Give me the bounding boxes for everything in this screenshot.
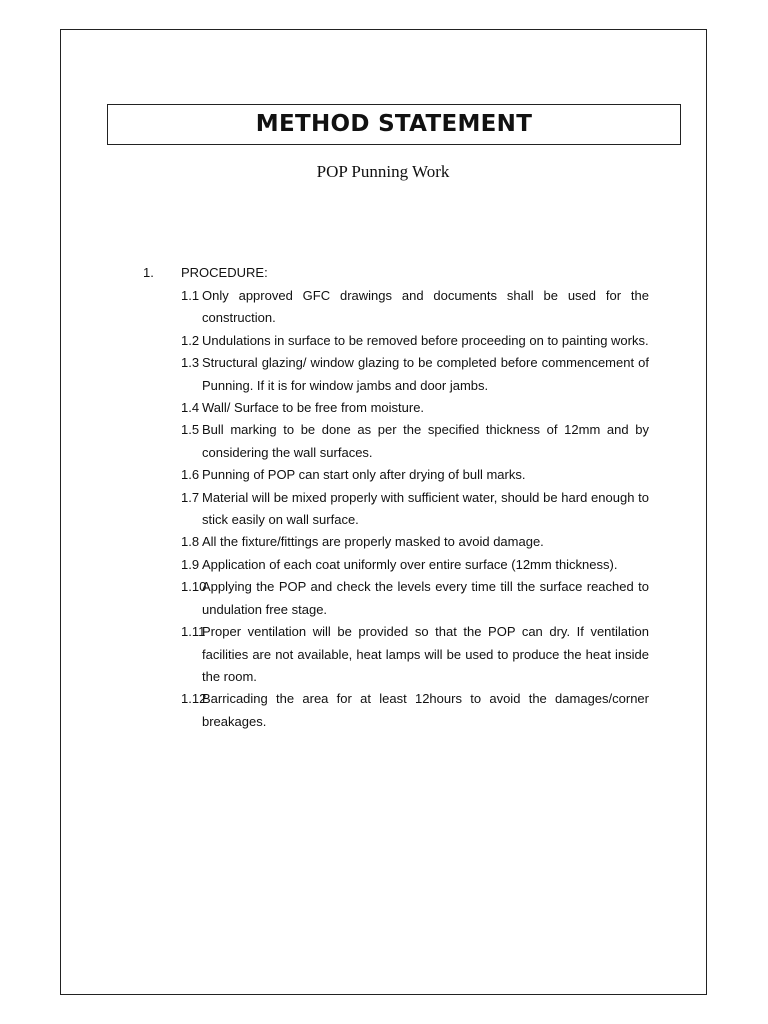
procedure-item [181, 419, 649, 464]
item-number: 1.2 [181, 332, 200, 348]
procedure-item [181, 330, 649, 352]
procedure-item [181, 464, 649, 486]
procedure-item [181, 397, 649, 419]
section-heading: PROCEDURE: [181, 265, 268, 280]
item-text: Applying the POP and check the levels every time till the surface reached to undulation free stage. [202, 579, 649, 617]
item-number: 1.7 [181, 489, 200, 505]
item-number: 1.6 [181, 467, 200, 483]
item-text: Undulations in surface to be removed before proceeding on to painting works. [202, 332, 649, 348]
item-number: 1.4 [181, 400, 200, 416]
procedure-item [181, 621, 649, 688]
procedure-list [181, 285, 649, 733]
item-number: 1.10 [181, 579, 207, 595]
item-text: Barricading the area for at least 12hours to avoid the damages/corner breakages. [202, 691, 649, 729]
item-text: Only approved GFC drawings and documents shall be used for the construction. [202, 288, 649, 326]
procedure-item [181, 531, 649, 553]
item-text: Structural glazing/ window glazing to be completed before commencement of Punning. If it is for window jambs and door jambs. [202, 355, 649, 393]
item-number: 1.9 [181, 556, 200, 572]
section-number: 1. [143, 265, 154, 280]
item-text: All the fixture/fittings are properly masked to avoid damage. [202, 534, 544, 550]
item-number: 1.8 [181, 534, 200, 550]
procedure-item [181, 285, 649, 330]
procedure-item [181, 554, 649, 576]
item-text: Material will be mixed properly with sufficient water, should be hard enough to stick easily on wall surface. [202, 489, 649, 528]
title-box [107, 104, 681, 145]
item-number: 1.11 [181, 624, 206, 640]
item-text: Application of each coat uniformly over entire surface (12mm thickness). [202, 556, 618, 572]
procedure-item [181, 352, 649, 397]
item-number: 1.12 [181, 691, 207, 707]
item-number: 1.5 [181, 422, 200, 438]
document-title: METHOD STATEMENT [255, 110, 533, 137]
procedure-item [181, 487, 649, 532]
document-subtitle: POP Punning Work [316, 162, 450, 181]
item-text: Proper ventilation will be provided so that the POP can dry. If ventilation facilities are not available, heat lamps will be used to produce the heat inside the room. [202, 624, 649, 684]
item-text: Punning of POP can start only after drying of bull marks. [202, 467, 526, 483]
item-text: Wall/ Surface to be free from moisture. [202, 400, 425, 416]
item-number: 1.1 [181, 288, 200, 303]
procedure-item [181, 688, 649, 733]
item-number: 1.3 [181, 355, 200, 371]
item-text: Bull marking to be done as per the specified thickness of 12mm and by considering the wall surfaces. [202, 422, 649, 460]
procedure-item [181, 576, 649, 621]
